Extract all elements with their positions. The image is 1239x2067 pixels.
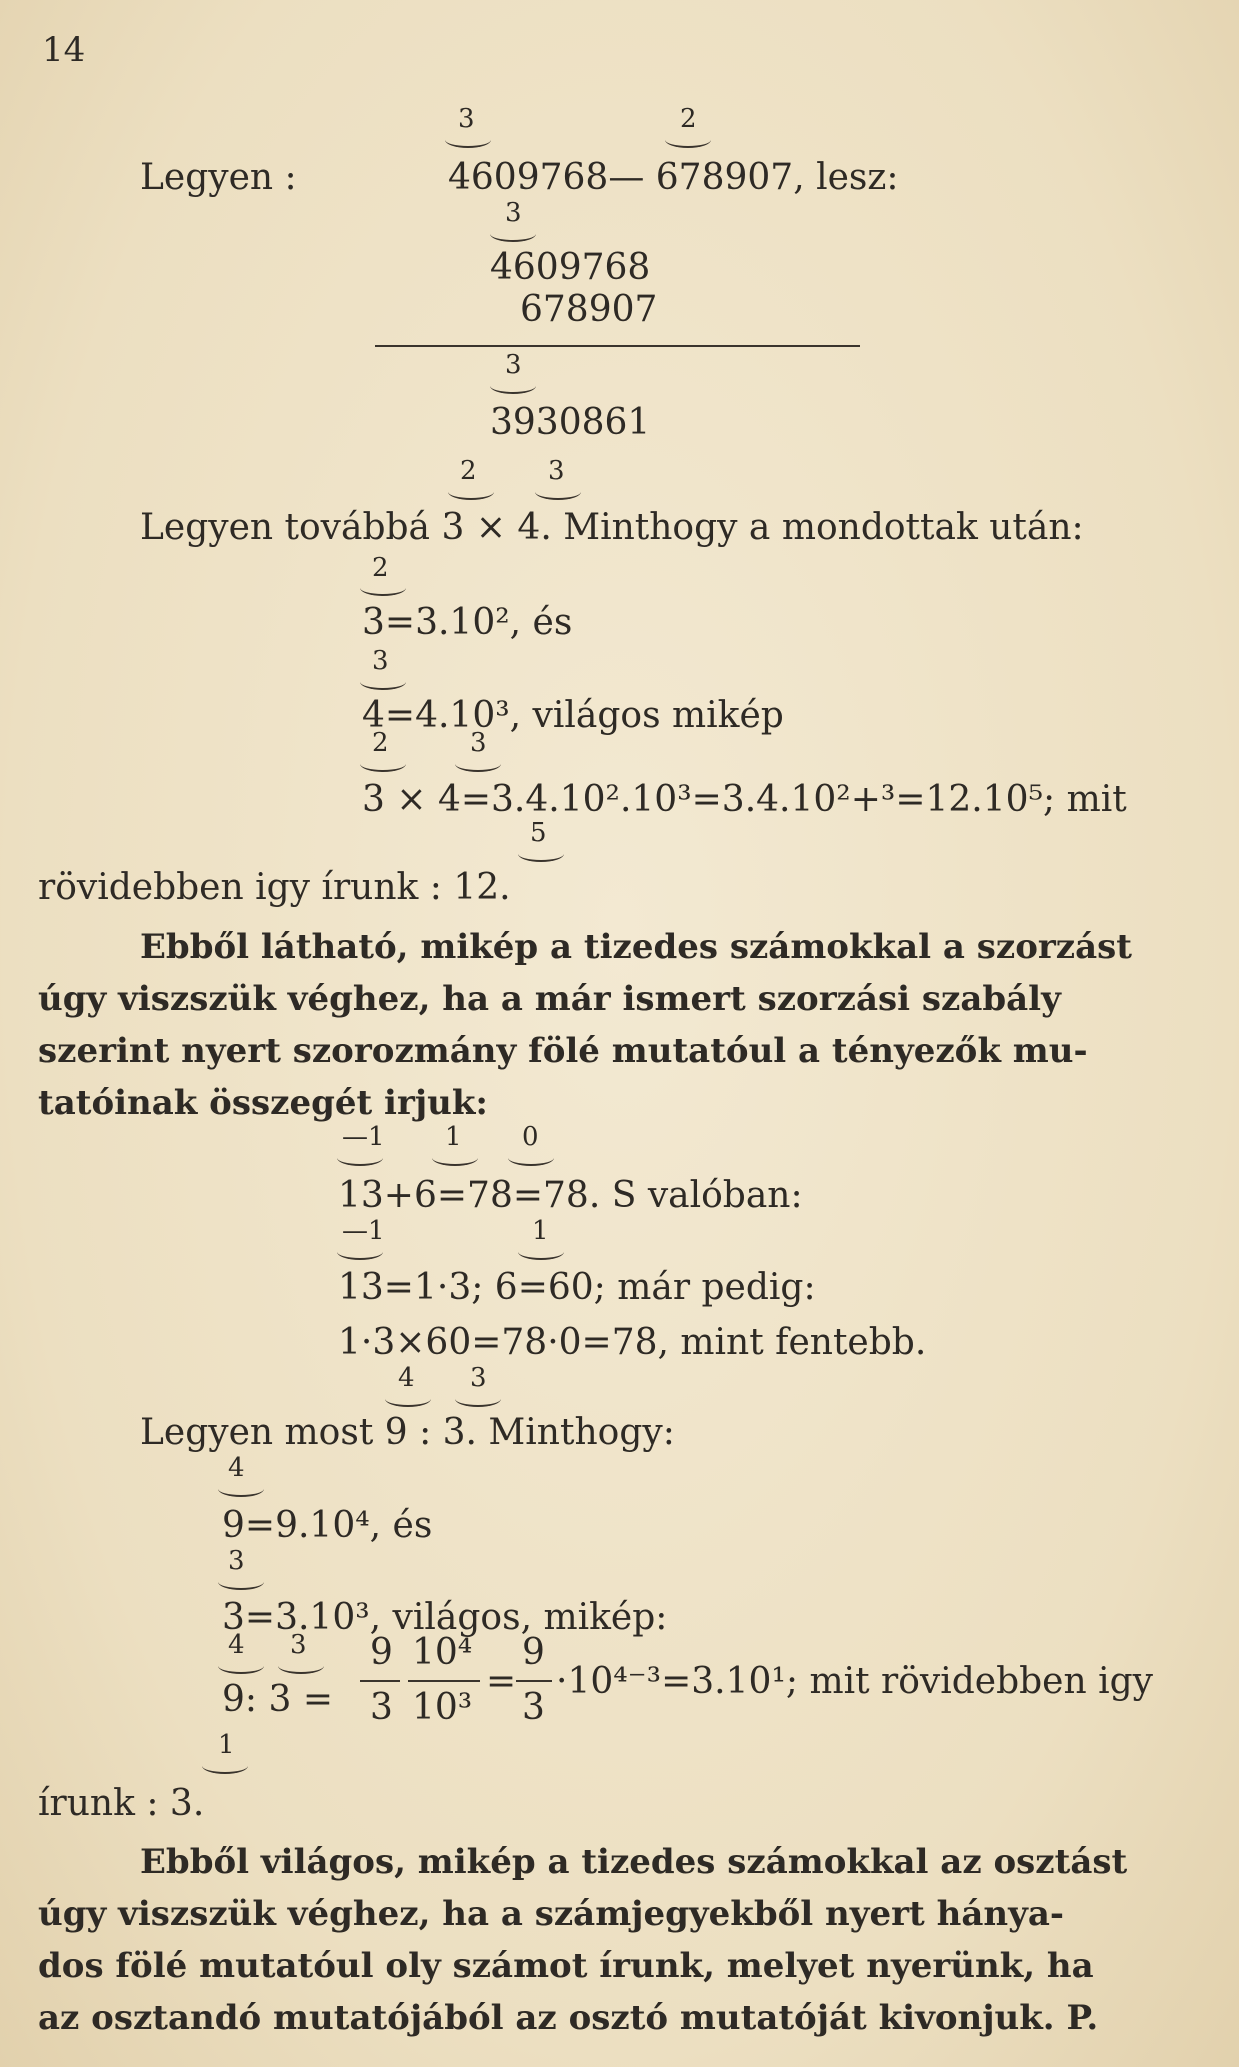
exponent: 3 [470, 1363, 487, 1393]
arc-mark [385, 1391, 431, 1407]
line-text: 3=3.10², és [362, 602, 573, 643]
paragraph-line: Ebből látható, mikép a tizedes számokkal a szorzást [140, 927, 1132, 967]
line-text: rövidebben igy írunk : 12. [38, 867, 511, 908]
exponent: 2 [372, 728, 389, 758]
exponent: 3 [505, 198, 522, 228]
arc-mark [432, 1150, 478, 1166]
fraction-bar [360, 1680, 400, 1682]
line-text: 9: 3 = [222, 1679, 333, 1720]
arc-mark [360, 756, 406, 772]
fraction-numerator: 9 [370, 1632, 393, 1673]
exponent: 2 [372, 553, 389, 583]
line-text: 3 × 4=3.4.10².10³=3.4.10²+³=12.10⁵; mit [362, 779, 1127, 820]
arc-mark [665, 132, 711, 148]
arc-mark [455, 1391, 501, 1407]
line-text: ·10⁴⁻³=3.10¹; mit rövidebben igy [556, 1661, 1154, 1702]
arc-mark [508, 1150, 554, 1166]
arc-mark [518, 846, 564, 862]
exponent: 1 [445, 1122, 462, 1152]
paragraph-line: az osztandó mutatójából az osztó mutatóját kivonjuk. P. [38, 1998, 1099, 2038]
arc-mark [337, 1244, 383, 1260]
fraction-bar [408, 1680, 480, 1682]
fraction-numerator: 10⁴ [412, 1632, 473, 1673]
line-text: = [486, 1661, 517, 1702]
exponent: 0 [522, 1122, 539, 1152]
exponent: 4 [398, 1363, 415, 1393]
paragraph-line: dos fölé mutatóul oly számot írunk, melyet nyerünk, ha [38, 1946, 1094, 1986]
exponent: 3 [458, 104, 475, 134]
line-text: 9=9.10⁴, és [222, 1505, 433, 1546]
line-text: írunk : 3. [38, 1783, 205, 1824]
arc-mark [455, 756, 501, 772]
arc-mark [202, 1758, 248, 1774]
subtraction-rule [375, 345, 860, 347]
line-text: 3=3.10³, világos, mikép: [222, 1597, 668, 1638]
exponent: 4 [228, 1630, 245, 1660]
arc-mark [535, 484, 581, 500]
line-text: 1·3×60=78·0=78, mint fentebb. [338, 1322, 927, 1363]
line-text: 4=4.10³, világos mikép [362, 695, 784, 736]
fraction-numerator: 9 [522, 1632, 545, 1673]
fraction-denominator: 10³ [412, 1687, 473, 1728]
arc-mark [218, 1658, 264, 1674]
line-text: 4609768— 678907, lesz: [448, 157, 899, 198]
exponent: 3 [470, 728, 487, 758]
paragraph-line: úgy viszszük véghez, ha a már ismert szorzási szabály [38, 979, 1061, 1019]
paragraph-line: szerint nyert szorozmány fölé mutatóul a tényezők mu- [38, 1031, 1088, 1071]
arc-mark [490, 378, 536, 394]
line-text: Legyen most 9 : 3. Minthogy: [140, 1412, 675, 1453]
exponent: 5 [530, 818, 547, 848]
exponent: 2 [680, 104, 697, 134]
fraction-denominator: 3 [522, 1687, 545, 1728]
exponent: 3 [505, 350, 522, 380]
line-text: 13=1·3; 6=60; már pedig: [338, 1267, 816, 1308]
exponent: 1 [532, 1216, 549, 1246]
arc-mark [278, 1658, 324, 1674]
exponent: 4 [228, 1453, 245, 1483]
paragraph-line: Ebből világos, mikép a tizedes számokkal az osztást [140, 1842, 1128, 1882]
arc-mark [218, 1574, 264, 1590]
line-text: 4609768 [490, 247, 651, 288]
paragraph-line: úgy viszszük véghez, ha a számjegyekből nyert hánya- [38, 1894, 1064, 1934]
arc-mark [218, 1481, 264, 1497]
exponent: 3 [548, 456, 565, 486]
arc-mark [490, 226, 536, 242]
exponent: 3 [228, 1546, 245, 1576]
exponent: 1 [218, 1730, 235, 1760]
fraction-bar [516, 1680, 552, 1682]
line-text: 678907 [520, 289, 658, 330]
paragraph-line: tatóinak összegét irjuk: [38, 1083, 488, 1123]
exponent: —1 [342, 1216, 385, 1246]
arc-mark [360, 674, 406, 690]
line-text: Legyen továbbá 3 × 4. Minthogy a mondottak után: [140, 507, 1084, 548]
exponent: —1 [342, 1122, 385, 1152]
arc-mark [518, 1244, 564, 1260]
page-number: 14 [42, 30, 86, 70]
exponent: 2 [460, 456, 477, 486]
arc-mark [360, 580, 406, 596]
line-text: 3930861 [490, 402, 651, 443]
exponent: 3 [290, 1630, 307, 1660]
arc-mark [337, 1150, 383, 1166]
arc-mark [448, 484, 494, 500]
fraction-denominator: 3 [370, 1687, 393, 1728]
line-text: 13+6=78=78. S valóban: [338, 1175, 803, 1216]
arc-mark [445, 132, 491, 148]
exponent: 3 [372, 646, 389, 676]
line-text: Legyen : [140, 157, 297, 198]
